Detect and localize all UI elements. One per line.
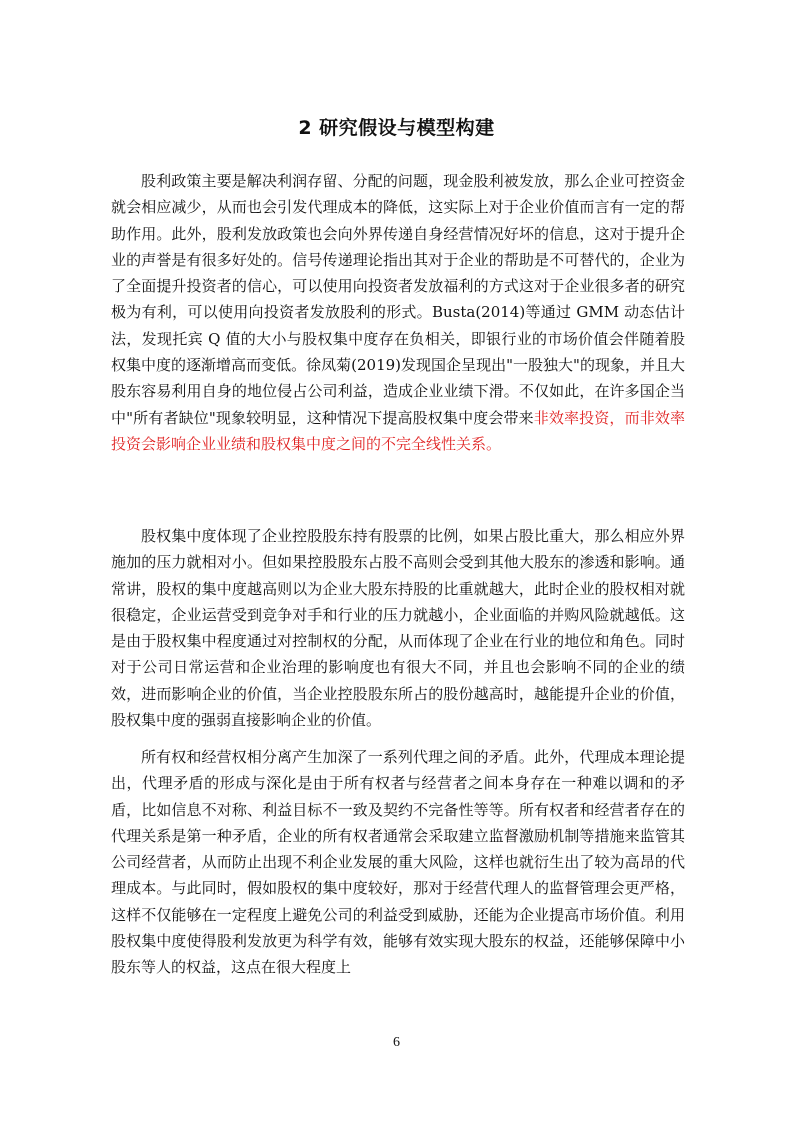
- highlighted-text: 非效率投资，而非效率投资会影响企业业绩和股权集中度之间的不完全线性关系。: [111, 408, 685, 453]
- paragraph-text: 所有权和经营权相分离产生加深了一系列代理之间的矛盾。此外，代理成本理论提出，代理矛盾的形成与深化是由于所有权者与经营者之间本身存在一种难以调和的矛盾，比如信息不对称、利益目标不一致及契约不完备性等等。所有权者和经营者存在的代理关系是第一种矛盾，企业的所有权者通常会采取建立监督激励机制等措施来监管其公司经营者，从而防止出现不利企业发展的重大风险，这样也就衍生出了较为高昂的代理成本。与此同时，假如股权的集中度较好，那对于经营代理人的监督管理会更严格，这样不仅能够在一定程度上避免公司的利益受到威胁，还能为企业提高市场价值。利用股权集中度使得股利发放更为科学有效，能够有效实现大股东的权益，还能够保障中小股东等人的权益，这点在很大程度上: [111, 748, 685, 977]
- page-number: 6: [393, 1035, 400, 1050]
- paragraph-ownership-concentration: [111, 523, 685, 733]
- paragraph-text: 股权集中度体现了企业控股股东持有股票的比例，如果占股比重大，那么相应外界施加的压力就相对小。但如果控股股东占股不高则会受到其他大股东的渗透和影响。通常讲，股权的集中度越高则以为企业大股东持股的比重就越大，此时企业的股权相对就很稳定，企业运营受到竞争对手和行业的压力就越小，企业面临的并购风险就越低。这是由于股权集中程度通过对控制权的分配，从而体现了企业在行业的地位和角色。同时对于公司日常运营和企业治理的影响度也有很大不同，并且也会影响不同的企业的绩效，进而影响企业的价值，当企业控股股东所占的股份越高时，越能提升企业的价值，股权集中度的强弱直接影响企业的价值。: [111, 527, 685, 730]
- paragraph-agency-cost: [111, 744, 685, 981]
- section-title: 2 研究假设与模型构建: [298, 117, 495, 139]
- paragraph-dividend-policy: [111, 168, 685, 457]
- paragraph-text: 股利政策主要是解决利润存留、分配的问题，现金股利被发放，那么企业可控资金就会相应减少，从而也会引发代理成本的降低，这实际上对于企业价值而言有一定的帮助作用。此外，股利发放政策也会向外界传递自身经营情况好坏的信息，这对于提升企业的声誉是有很多好处的。信号传递理论指出其对于企业的帮助是不可替代的，企业为了全面提升投资者的信心，可以使用向投资者发放福利的方式这对于企业很多者的研究极为有利，可以使用向投资者发放股利的形式。Busta(2014)等通过 GMM 动态估计法，发现托宾 Q 值的大小与股权集中度存在负相关，即银行业的市场价值会伴随着股权集中度的逐渐增高而变低。徐凤菊(2019)发现国企呈现出"一股独大"的现象，并且大股东容易利用自身的地位侵占公司利益，造成企业业绩下滑。不仅如此，在许多国企当中"所有者缺位"现象较明显，这种情况下提高股权集中度会带来: [111, 172, 685, 427]
